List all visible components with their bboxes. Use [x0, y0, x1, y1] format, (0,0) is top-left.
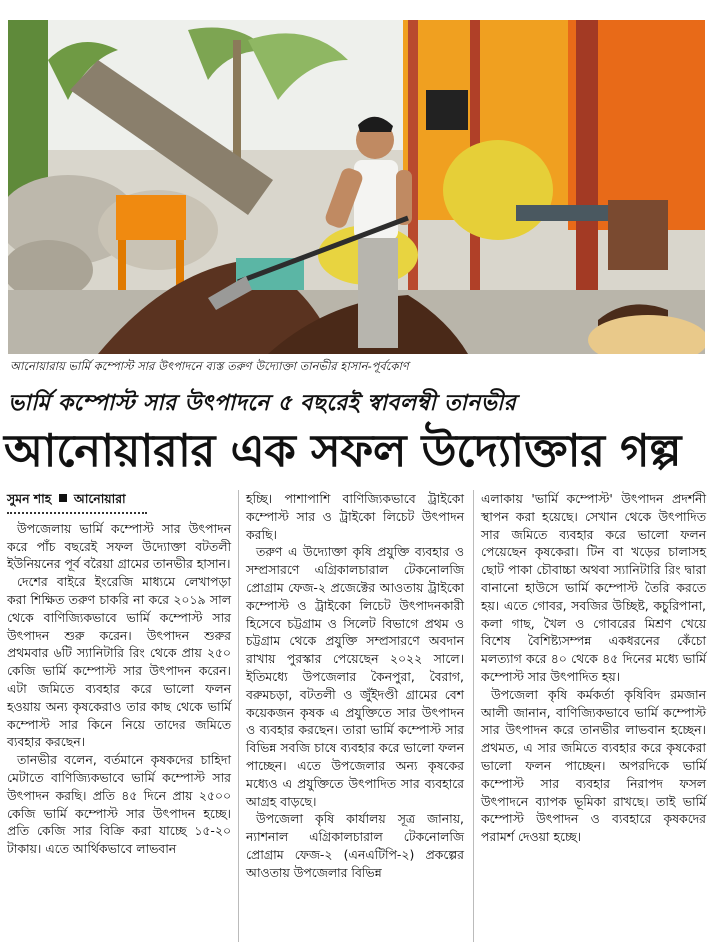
paragraph: তানভীর বলেন, বর্তমানে কৃষকদের চাহিদা মেটাতে বাণিজ্যিকভাবে ভার্মি কম্পোস্ট সার উৎপাদন করছি। প্রতি ৪৫ দিনে প্রায় ২৫০০ কেজি ভার্মি কম্পোস্ট সার উৎপাদন হচ্ছে। প্রতি কেজি সার বিক্রি করা যাচ্ছে ১৫-২০ টাকায়। এতে আর্থিকভাবে লাভবান — [7, 752, 231, 857]
article-column-3 — [481, 490, 706, 846]
article-photo — [8, 20, 705, 354]
article-headline: আনোয়ারার এক সফল উদ্যোক্তার গল্প — [4, 424, 682, 477]
paragraph: এলাকায় 'ভার্মি কম্পোস্ট' উৎপাদন প্রদর্শনী স্থাপন করা হয়েছে। সেখান থেকে উৎপাদিত সার জমিতে ব্যবহার করে ভালো ফলন পেয়েছেন কৃষকেরা। টিন বা খড়ের চালাসহ ছোট পাকা চৌবাচ্চা অথবা স্যানিটারি রিং দ্বারা বানানো হাউসে ভার্মি কম্পোস্ট তৈরি করতে হয়। এতে গোবর, সবজির উচ্ছিষ্ট, কচুরিপানা, কলা গাছ, খৈল ও গোবরের মিশ্রণ খেয়ে বিশেষ বৈশিষ্ট্যসম্পন্ন একধরনের কেঁচো মলত্যাগ করে ৪০ থেকে ৪৫ দিনের মধ্যে ভার্মি কম্পোস্ট সার উৎপাদিত হয়। — [481, 491, 706, 684]
photo-caption: আনোয়ারায় ভার্মি কম্পোস্ট সার উৎপাদনে ব্যস্ত তরুণ উদ্যোক্তা তানভীর হাসান-পূর্বকোণ — [10, 359, 409, 373]
byline-divider — [7, 512, 147, 514]
paragraph: উপজেলা কৃষি কার্যালয় সূত্র জানায়, ন্যাশনাল এগ্রিকালচারাল টেকনোলজি প্রোগ্রাম ফেজ-২ (এনএটিপি-২) প্রকল্পের আওতায় উপজেলার বিভিন্ন — [246, 811, 464, 880]
byline-location: আনোয়ারা — [73, 491, 126, 506]
article-kicker: ভার্মি কম্পোস্ট সার উৎপাদনে ৫ বছরেই স্বাবলম্বী তানভীর — [8, 391, 517, 416]
paragraph: উপজেলায় ভার্মি কম্পোস্ট সার উৎপাদন করে পাঁচ বছরেই সফল উদ্যোক্তা বটতলী ইউনিয়নের পূর্ব বরৈয়া গ্রামের তানভীর হাসান। — [7, 520, 231, 572]
article-column-2 — [246, 490, 464, 882]
byline-author: সুমন শাহ — [7, 491, 52, 506]
byline — [7, 490, 231, 508]
paragraph: দেশের বাইরে ইংরেজি মাধ্যমে লেখাপড়া করা শিক্ষিত তরুণ চাকরি না করে ২০১৯ সাল থেকে বাণিজ্যিকভাবে ভার্মি কম্পোস্ট সার উৎপাদন শুরু করেন। উৎপাদন শুরুর প্রথমবার ৬টি স্যানিটারি রিং থেকে প্রায় ২৫০ কেজি ভার্মি কম্পোস্ট সার উৎপাদন করেন। এটা জমিতে ব্যবহার করে ভালো ফলন হওয়ায় অন্য কৃষকেরাও তার কাছ থেকে ভার্মি কম্পোস্ট সার কিনে নিয়ে তাদের জমিতে ব্যবহার করছেন। — [7, 574, 231, 750]
paragraph: তরুণ এ উদ্যোক্তা কৃষি প্রযুক্তি ব্যবহার ও সম্প্রসারণে এগ্রিকালচারাল টেকনোলজি প্রোগ্রাম ফেজ-২ প্রজেক্টের আওতায় ট্রাইকো কম্পোস্ট ও ট্রাইকো লিচেট উৎপাদনকারী হিসেবে চট্টগ্রাম ও সিলেট বিভাগে প্রথম ও চট্টগ্রাম থেকে প্রযুক্তি সম্প্রসারণে অবদান রাখায় পুরস্কার পেয়েছেন ২০২২ সালে। ইতিমধ্যে উপজেলার কৈনপুরা, বৈরাগ, বরুমচড়া, বটতলী ও জুঁইদণ্ডী গ্রামের বেশ কয়েকজন কৃষক এ প্রযুক্তিতে সার উৎপাদন ও ব্যবহার করছেন। তারা ভার্মি কম্পোস্ট সার বিভিন্ন সবজি চাষে ব্যবহার করে ভালো ফলন পাচ্ছেন। এতে উপজেলার অন্য কৃষকের মধ্যেও এ প্রযুক্তিতে উৎপাদিত সার ব্যবহারে আগ্রহ বাড়ছে। — [246, 544, 464, 809]
byline-separator — [59, 494, 67, 502]
column-divider — [238, 490, 239, 942]
paragraph: উপজেলা কৃষি কর্মকর্তা কৃষিবিদ রমজান আলী জানান, বাণিজ্যিকভাবে ভার্মি কম্পোস্ট সার উৎপাদন করে তানভীর লাভবান হচ্ছেন। প্রথমত, এ সার জমিতে ব্যবহার করে কৃষকেরা ভালো ফলন পাচ্ছেন। অপরদিকে ভার্মি কম্পোস্ট সার ব্যবহার নিরাপদ ফসল উৎপাদনে ব্যাপক ভূমিকা রাখছে। তাই ভার্মি কম্পোস্ট উৎপাদন ও ব্যবহারে কৃষকদের পরামর্শ দেওয়া হচ্ছে। — [481, 686, 706, 845]
column-divider — [473, 490, 474, 942]
paragraph: হচ্ছি। পাশাপাশি বাণিজ্যিকভাবে ট্রাইকো কম্পোস্ট সার ও ট্রাইকো লিচেট উৎপাদন করছি। — [246, 491, 464, 542]
article-column-1 — [7, 490, 231, 858]
